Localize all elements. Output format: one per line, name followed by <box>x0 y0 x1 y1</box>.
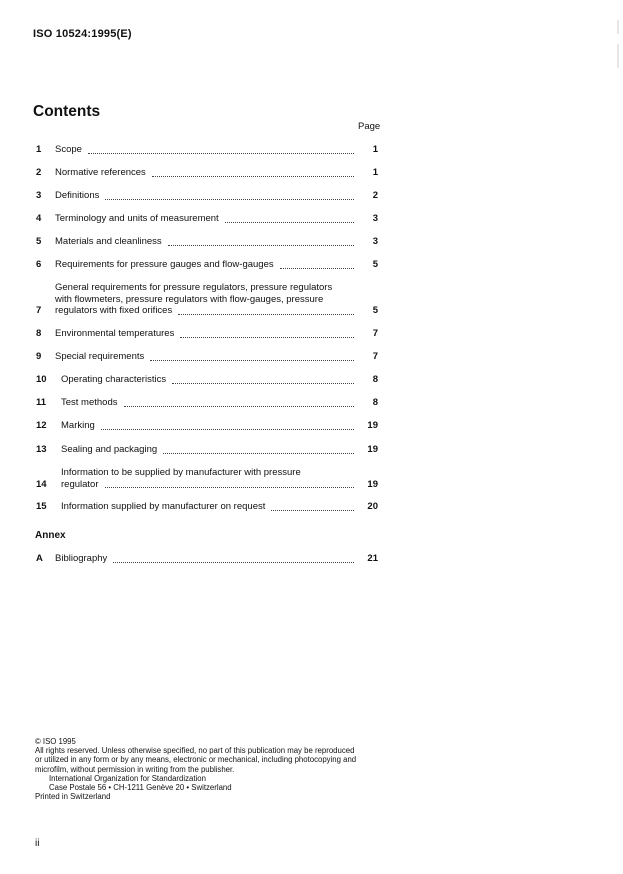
toc-entry-title-line: Bibliography <box>55 553 108 564</box>
dot-leader <box>105 198 354 200</box>
toc-entry[interactable] <box>36 167 378 179</box>
toc-entry-title-line: Terminology and units of measurement <box>55 213 219 224</box>
rights-line: microfilm, without permission in writing from the publisher. <box>35 764 235 774</box>
toc-entry[interactable] <box>36 282 378 317</box>
toc-entry-number: 6 <box>36 259 42 270</box>
toc-entry-number: 10 <box>36 374 47 385</box>
page-column-label: Page <box>358 121 381 132</box>
toc-entry-title <box>55 236 378 248</box>
toc-entry-page: 7 <box>372 351 378 362</box>
toc-entry[interactable] <box>36 328 378 340</box>
scan-edge-mark <box>617 44 619 68</box>
toc-entry-title-line: Marking <box>61 420 95 431</box>
dot-leader <box>163 452 354 454</box>
toc-entry-number: 13 <box>36 444 47 455</box>
dot-leader <box>180 336 354 338</box>
toc-entry-number: 5 <box>36 236 42 247</box>
toc-entry-page: 8 <box>372 397 378 408</box>
toc-entry-title <box>61 374 378 386</box>
dot-leader <box>225 221 354 223</box>
dot-leader <box>150 359 354 361</box>
toc-entry[interactable] <box>36 467 378 490</box>
toc-entry[interactable] <box>36 501 378 513</box>
toc-entry-title-line: Test methods <box>61 397 118 408</box>
toc-entry-number: 12 <box>36 420 47 431</box>
toc-entry-page: 21 <box>367 553 378 564</box>
toc-entry[interactable] <box>36 374 378 386</box>
toc-entry-page: 19 <box>367 444 378 455</box>
toc-entry-title-line: regulator <box>61 478 99 490</box>
toc-entry-title-line: Information supplied by manufacturer on request <box>61 501 266 512</box>
toc-entry-page: 7 <box>372 328 378 339</box>
toc-entry-title-line: Information to be supplied by manufacturer with pressure <box>61 467 301 478</box>
dot-leader <box>113 561 354 563</box>
toc-entry-title <box>55 553 378 565</box>
toc-entry-title-line: regulators with fixed orifices <box>55 305 173 316</box>
toc-entry[interactable] <box>36 213 378 225</box>
toc-entry-title <box>55 167 378 179</box>
printed-in: Printed in Switzerland <box>35 792 111 802</box>
scan-edge-mark <box>617 20 619 34</box>
toc-entry-page: 2 <box>372 190 378 201</box>
toc-entry[interactable] <box>36 420 378 432</box>
toc-entry[interactable] <box>36 444 378 456</box>
toc-entry-number: 7 <box>36 305 42 316</box>
toc-entry-number: 14 <box>36 478 47 490</box>
dot-leader <box>168 244 354 246</box>
toc-entry-title <box>55 190 378 202</box>
toc-entry-title-line: Sealing and packaging <box>61 444 158 455</box>
dot-leader <box>88 152 354 154</box>
annex-heading: Annex <box>35 530 66 541</box>
toc-entry-page: 5 <box>372 305 378 316</box>
toc-entry[interactable] <box>36 259 378 271</box>
page-number: ii <box>35 838 40 849</box>
dot-leader <box>280 267 354 269</box>
toc-entry-title-line: Materials and cleanliness <box>55 236 162 247</box>
toc-entry-number: 9 <box>36 351 42 362</box>
dot-leader <box>124 405 355 407</box>
toc-entry-number: 4 <box>36 213 42 224</box>
toc-entry-number: 11 <box>36 397 47 408</box>
toc-entry-number: 15 <box>36 501 47 512</box>
toc-entry-title-line: Requirements for pressure gauges and flow-gauges <box>55 259 274 270</box>
dot-leader <box>172 382 354 384</box>
toc-entry[interactable] <box>36 351 378 363</box>
toc-entry-title-line: Environmental temperatures <box>55 328 175 339</box>
toc-entry-page: 1 <box>372 167 378 178</box>
rights-line: or utilized in any form or by any means, electronic or mechanical, including photocopying and <box>35 755 357 765</box>
toc-entry-title <box>55 144 378 156</box>
toc-entry-title <box>61 467 378 490</box>
toc-entry-title-line: Definitions <box>55 190 100 201</box>
toc-entry-page: 3 <box>372 236 378 247</box>
toc-entry-number: 3 <box>36 190 42 201</box>
toc-entry-title <box>61 397 378 409</box>
toc-entry-page: 20 <box>367 501 378 512</box>
toc-entry-page: 3 <box>372 213 378 224</box>
toc-entry[interactable] <box>36 236 378 248</box>
dot-leader <box>152 175 354 177</box>
standard-header: ISO 10524:1995(E) <box>33 28 132 40</box>
toc-entry[interactable] <box>36 553 378 565</box>
toc-entry-title-line: with flowmeters, pressure regulators with flow-gauges, pressure <box>55 293 324 305</box>
toc-entry-number: A <box>36 553 43 564</box>
toc-entry-title <box>55 328 378 340</box>
toc-entry-page: 5 <box>372 259 378 270</box>
toc-entry-title <box>61 420 378 432</box>
org-address: Case Postale 56 • CH-1211 Genève 20 • Switzerland <box>49 783 232 793</box>
toc-entry[interactable] <box>36 190 378 202</box>
toc-entry-title-line: Operating characteristics <box>61 374 167 385</box>
toc-entry-title <box>61 444 378 456</box>
dot-leader <box>105 486 355 488</box>
toc-entry-title <box>61 501 378 513</box>
toc-entry-title-line: General requirements for pressure regulators, pressure regulators <box>55 282 333 293</box>
dot-leader <box>101 428 354 430</box>
copyright-notice <box>35 737 385 801</box>
toc-entry-page: 19 <box>367 420 378 431</box>
toc-entry-title <box>55 351 378 363</box>
toc-entry-page: 19 <box>367 478 378 490</box>
toc-entry-number: 2 <box>36 167 42 178</box>
dot-leader <box>178 313 354 315</box>
toc-entry-title <box>55 282 378 317</box>
toc-entry[interactable] <box>36 144 378 156</box>
toc-entry-title-line: Special requirements <box>55 351 145 362</box>
rights-line: All rights reserved. Unless otherwise specified, no part of this publication may be reproduced <box>35 746 355 756</box>
copyright-line: © ISO 1995 <box>35 737 76 746</box>
dot-leader <box>271 509 354 511</box>
toc-entry-number: 8 <box>36 328 42 339</box>
toc-entry-title <box>55 259 378 271</box>
org-name: International Organization for Standardization <box>49 773 206 783</box>
toc-entry[interactable] <box>36 397 378 409</box>
toc-entry-page: 1 <box>372 144 378 155</box>
toc-entry-title-line: Scope <box>55 144 82 155</box>
toc-entry-page: 8 <box>372 374 378 385</box>
toc-entry-number: 1 <box>36 144 42 155</box>
toc-entry-title <box>55 213 378 225</box>
page-title: Contents <box>33 103 101 120</box>
toc-entry-title-line: Normative references <box>55 167 146 178</box>
